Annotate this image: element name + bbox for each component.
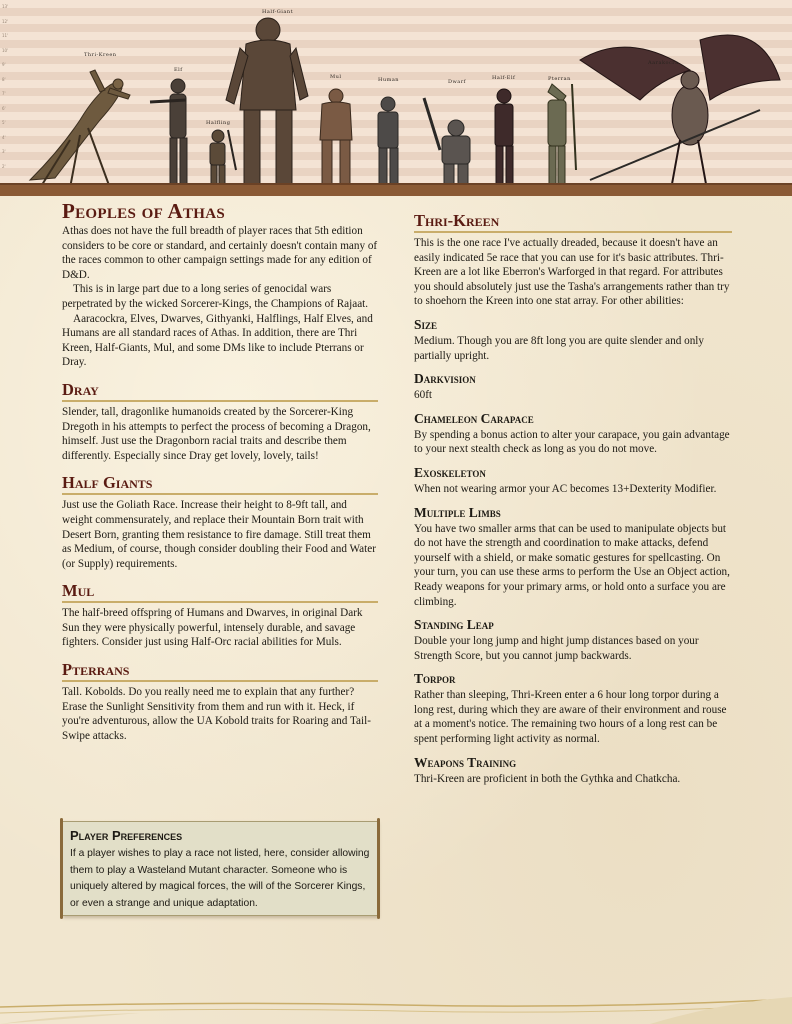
race-figures-illustration — [0, 0, 792, 196]
half-elf-figure — [495, 89, 513, 184]
race-label-elf: Elf — [174, 67, 183, 73]
right-column — [414, 212, 732, 786]
trait-chameleon-carapace-text: By spending a bonus action to alter your carapace, you gain advantage to your next stealth check as long as you do not move. — [414, 428, 730, 456]
thri-kreen-heading: Thri-Kreen — [414, 212, 732, 233]
pterrans-text: Tall. Kobolds. Do you really need me to explain that any further? Erase the Sunlight Sensitivity from them and run with it. Heck, if you're adventurous, allow the UA Kobold traits for Roaring and Tail-Swipe attacks. — [62, 686, 371, 742]
intro-paragraph-2: This is in large part due to a long series of genocidal wars perpetrated by the wicked Sorcerer-Kings, the Champions of Rajaat. — [62, 283, 369, 310]
trait-standing-leap-text: Double your long jump and hight jump distances based on your Strength Score, but you cannot jump backwards. — [414, 635, 699, 662]
human-figure — [378, 97, 398, 184]
half-giants-text: Just use the Goliath Race. Increase their height to 8-9ft tall, and weight commensurately, and replace their Mountain Born trait with Desert Born, granting them resistance to fire damage. Still treat them as Medium, of course, though consider doubling their Food and Water (or Supply) requirements. — [62, 499, 376, 570]
trait-multiple-limbs-heading: Multiple Limbs — [414, 504, 501, 520]
race-label-mul: Mul — [330, 74, 342, 80]
trait-exoskeleton-text: When not wearing armor your AC becomes 13+Dexterity Modifier. — [414, 482, 717, 495]
thri-kreen-intro: This is the one race I've actually dreaded, because it doesn't have an easily indicated 5e race that you can use for it's basic attributes. Thri-Kreen are a lot like Eberron's Warforged in that regard. For attributes you should absolutely just use the Tasha's arrangements rather than try to shoehorn the Kreen into one stat array. For other abilities: — [414, 237, 730, 308]
mul-heading: Mul — [62, 582, 378, 603]
height-ruler: 13' 12' 11' 10' 9' 8' 7' 6' 5' 4' 3' 2' — [2, 4, 9, 169]
footer-ornament — [0, 993, 792, 1024]
race-label-thri-kreen: Thri-Kreen — [84, 52, 117, 58]
intro-paragraph-3: Aaracockra, Elves, Dwarves, Githyanki, Halflings, Half Elves, and Humans are all standard races of Athas. In addition, there are Thri Kreen, Half-Giants, Mul, and some DMs like to include Pterrans or Dray. — [62, 312, 373, 369]
elf-figure — [150, 79, 187, 184]
trait-weapons-training-text: Thri-Kreen are proficient in both the Gythka and Chatkcha. — [414, 772, 681, 785]
races-height-chart-banner — [0, 0, 792, 196]
trait-size-heading: Size — [414, 316, 438, 332]
pterran-figure — [548, 84, 576, 184]
trait-weapons-training-heading: Weapons Training — [414, 754, 517, 770]
trait-chameleon-carapace-heading: Chameleon Carapace — [414, 410, 534, 426]
race-label-halfling: Halfling — [206, 120, 231, 126]
mul-figure — [320, 89, 352, 184]
race-label-half-giant: Half-Giant — [262, 9, 294, 15]
trait-exoskeleton-heading: Exoskeleton — [414, 464, 486, 480]
half-giants-heading: Half Giants — [62, 474, 378, 495]
trait-size-text: Medium. Though you are 8ft long you are quite slender and only partially upright. — [414, 334, 704, 362]
trait-standing-leap-heading: Standing Leap — [414, 617, 494, 633]
dray-heading: Dray — [62, 381, 378, 402]
aarakocra-figure — [580, 35, 780, 184]
dray-text: Slender, tall, dragonlike humanoids created by the Sorcerer-King Dregoth in his attempts to perfect the process of becoming a Dragon, himself. Just use the Dragonborn racial traits and describe them differently. Especially since Dray get lovely, lovely, tails! — [62, 405, 371, 462]
race-label-human: Human — [378, 77, 400, 83]
intro-paragraph-1: Athas does not have the full breadth of player races that 5th edition considers to be core or standard, and certainly doesn't contain many of the races common to other campaign settings made for any edition of D&D. — [62, 225, 378, 281]
trait-torpor-text: Rather than sleeping, Thri-Kreen enter a 6 hour long torpor during a long rest, during which they are aware of their environment and rouse at a moment's notice. The remaining two hours of a long rest can be spent performing light activity as normal. — [414, 689, 727, 746]
dwarf-figure — [424, 98, 470, 184]
left-column — [62, 200, 378, 743]
note-title: Player Preferences — [70, 828, 183, 843]
race-label-aarakocra: Aarakocra — [648, 60, 679, 66]
player-preferences-note — [62, 821, 378, 916]
trait-torpor-heading: Torpor — [414, 671, 456, 687]
banner-ground-strip — [0, 183, 792, 196]
note-text: If a player wishes to play a race not listed, here, consider allowing them to play a Wasteland Mutant character. Someone who is uniquely altered by magical forces, the will of the Sorcerer Kings, or even a strange and unique adaptation. — [70, 848, 370, 909]
halfling-figure — [210, 130, 236, 185]
race-label-pterran: Pterran — [548, 76, 571, 82]
race-label-half-elf: Half-Elf — [492, 75, 516, 81]
thri-kreen-figure — [30, 70, 130, 188]
half-giant-figure — [226, 18, 308, 184]
page-title: Peoples of Athas — [62, 199, 225, 223]
pterrans-heading: Pterrans — [62, 661, 378, 682]
trait-darkvision-heading: Darkvision — [414, 371, 476, 387]
race-label-dwarf: Dwarf — [448, 79, 467, 85]
mul-text: The half-breed offspring of Humans and Dwarves, in original Dark Sun they were physically powerful, intensely durable, and savage fighters. Consider just using Half-Orc racial abilities for Muls. — [62, 607, 363, 649]
trait-multiple-limbs-text: You have two smaller arms that can be used to manipulate objects but do not have the strength and coordination to make attacks, defend yourself with a shield, or make somatic gestures for spellcasting. On your turn, you can use these arms to perform the Use an Object action, Ready weapons for your primary arms, or hold onto a surface you are climbing. — [414, 522, 730, 608]
trait-darkvision-text: 60ft — [414, 389, 433, 402]
